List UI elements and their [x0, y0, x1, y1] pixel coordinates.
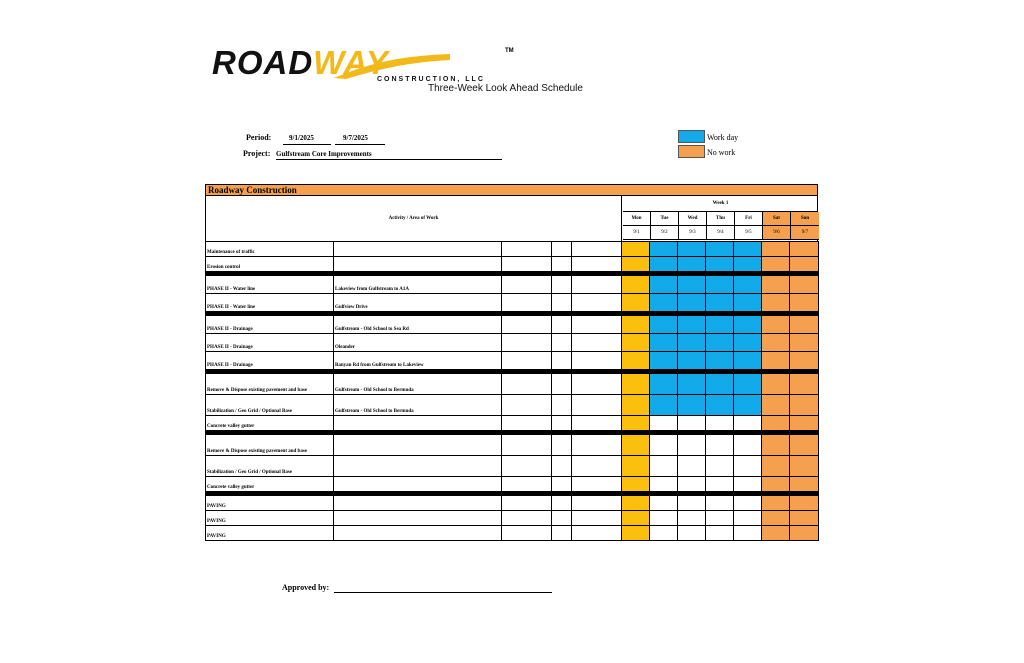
day-cell-sun [790, 526, 819, 541]
blank-cell [552, 257, 572, 272]
day-cell-sat [762, 435, 790, 456]
day-cell-fri [734, 496, 762, 511]
day-cell-fri [734, 334, 762, 352]
day-cell-wed [678, 456, 706, 477]
blank-cell [552, 477, 572, 492]
schedule-table [205, 184, 818, 541]
area-cell: Oleander [334, 334, 502, 352]
table-row [206, 352, 819, 370]
week-label: Week 1 [623, 196, 818, 212]
day-cell-sat [762, 374, 790, 395]
day-cell-sun [790, 374, 819, 395]
blank-cell [502, 435, 552, 456]
day-cell-mon [622, 435, 650, 456]
schedule-header [205, 196, 818, 241]
day-cell-tue [650, 276, 678, 294]
activity-cell: Concrete valley gutter [206, 477, 334, 492]
day-cell-sun [790, 352, 819, 370]
legend-label-work-day: Work day [707, 133, 739, 142]
logo-subtitle: CONSTRUCTION, LLC [377, 76, 485, 83]
date-header-sat: 9/6 [763, 226, 791, 240]
blank-cell [502, 496, 552, 511]
day-cell-fri [734, 511, 762, 526]
day-header-tue: Tue [651, 212, 679, 226]
day-cell-sat [762, 276, 790, 294]
day-header-wed: Wed [679, 212, 707, 226]
activity-cell: Stabilization / Geo Grid / Optional Base [206, 395, 334, 416]
day-cell-sat [762, 316, 790, 334]
activity-cell: PHASE II - Water line [206, 276, 334, 294]
day-cell-mon [622, 276, 650, 294]
table-row [206, 526, 819, 541]
day-cell-sat [762, 456, 790, 477]
blank-cell [552, 435, 572, 456]
table-row [206, 334, 819, 352]
blank-cell [502, 242, 552, 257]
table-row [206, 257, 819, 272]
activity-cell: PHASE II - Drainage [206, 334, 334, 352]
day-cell-fri [734, 276, 762, 294]
blank-cell [572, 276, 622, 294]
table-row [206, 395, 819, 416]
period-start: 9/1/2025 [289, 134, 314, 142]
day-cell-mon [622, 257, 650, 272]
activity-cell: Erosion control [206, 257, 334, 272]
day-cell-mon [622, 456, 650, 477]
activity-cell: Maintenance of traffic [206, 242, 334, 257]
table-row [206, 496, 819, 511]
day-cell-sun [790, 477, 819, 492]
blank-cell [552, 316, 572, 334]
day-header-sun: Sun [791, 212, 819, 226]
approved-by-signature-line [334, 592, 552, 593]
date-header-wed: 9/3 [679, 226, 707, 240]
day-cell-wed [678, 395, 706, 416]
blank-cell [552, 456, 572, 477]
table-row [206, 511, 819, 526]
company-name-bar: Roadway Construction [205, 184, 818, 196]
day-cell-mon [622, 477, 650, 492]
project-label: Project: [243, 149, 271, 158]
day-cell-fri [734, 416, 762, 431]
blank-cell [552, 294, 572, 312]
blank-cell [572, 395, 622, 416]
day-cell-sun [790, 456, 819, 477]
day-cell-thu [706, 526, 734, 541]
day-cell-wed [678, 477, 706, 492]
day-cell-wed [678, 435, 706, 456]
day-cell-sat [762, 242, 790, 257]
area-cell [334, 456, 502, 477]
day-cell-wed [678, 496, 706, 511]
blank-cell [552, 496, 572, 511]
day-cell-wed [678, 276, 706, 294]
day-cell-tue [650, 395, 678, 416]
day-cell-sat [762, 477, 790, 492]
day-cell-sun [790, 334, 819, 352]
blank-cell [502, 276, 552, 294]
area-cell: Gulfview Drive [334, 294, 502, 312]
day-header-sat: Sat [763, 212, 791, 226]
blank-cell [552, 416, 572, 431]
blank-cell [502, 511, 552, 526]
day-cell-thu [706, 395, 734, 416]
day-cell-sat [762, 416, 790, 431]
activity-column-header: Activity / Area of Work [206, 196, 622, 241]
activity-cell: PHASE II - Drainage [206, 316, 334, 334]
day-cell-wed [678, 334, 706, 352]
blank-cell [572, 456, 622, 477]
approved-by-label: Approved by: [282, 583, 330, 592]
area-cell: Banyan Rd from Gulfstream to Lakeview [334, 352, 502, 370]
day-cell-sun [790, 257, 819, 272]
day-cell-tue [650, 257, 678, 272]
day-cell-wed [678, 316, 706, 334]
day-cell-mon [622, 334, 650, 352]
day-cell-sun [790, 242, 819, 257]
day-cell-sun [790, 316, 819, 334]
date-header-tue: 9/2 [651, 226, 679, 240]
blank-cell [572, 242, 622, 257]
table-row [206, 374, 819, 395]
day-cell-tue [650, 316, 678, 334]
day-cell-sat [762, 496, 790, 511]
day-cell-mon [622, 316, 650, 334]
day-cell-tue [650, 511, 678, 526]
table-row [206, 456, 819, 477]
period-label: Period: [246, 133, 272, 142]
area-cell [334, 526, 502, 541]
area-cell [334, 511, 502, 526]
day-cell-sat [762, 334, 790, 352]
blank-cell [502, 294, 552, 312]
day-header-mon: Mon [623, 212, 651, 226]
area-cell: Lakeview from Gulfstream to A1A [334, 276, 502, 294]
day-cell-wed [678, 352, 706, 370]
day-cell-sun [790, 435, 819, 456]
period-start-underline [283, 144, 331, 145]
blank-cell [572, 257, 622, 272]
day-cell-fri [734, 456, 762, 477]
blank-cell [552, 334, 572, 352]
day-cell-mon [622, 526, 650, 541]
day-cell-tue [650, 242, 678, 257]
day-cell-wed [678, 511, 706, 526]
day-cell-tue [650, 416, 678, 431]
day-cell-tue [650, 374, 678, 395]
blank-cell [572, 294, 622, 312]
activity-cell: PHASE II - Drainage [206, 352, 334, 370]
day-cell-sun [790, 294, 819, 312]
day-cell-wed [678, 242, 706, 257]
day-cell-sun [790, 496, 819, 511]
day-cell-thu [706, 294, 734, 312]
date-header-mon: 9/1 [623, 226, 651, 240]
day-cell-thu [706, 416, 734, 431]
day-cell-fri [734, 395, 762, 416]
blank-cell [572, 334, 622, 352]
day-cell-mon [622, 294, 650, 312]
day-cell-tue [650, 496, 678, 511]
blank-cell [502, 257, 552, 272]
day-cell-mon [622, 511, 650, 526]
table-row [206, 242, 819, 257]
logo-way-text: WAY [313, 44, 389, 81]
blank-cell [502, 334, 552, 352]
day-cell-thu [706, 352, 734, 370]
area-cell [334, 242, 502, 257]
logo-wordmark [212, 46, 389, 80]
blank-cell [552, 242, 572, 257]
day-cell-thu [706, 477, 734, 492]
day-cell-fri [734, 257, 762, 272]
day-cell-thu [706, 511, 734, 526]
blank-cell [552, 395, 572, 416]
day-cell-mon [622, 242, 650, 257]
day-cell-fri [734, 374, 762, 395]
legend-swatch-work-day [678, 130, 705, 143]
logo-road-text: ROAD [212, 44, 314, 81]
activity-cell: Remove & Dispose existing pavement and base [206, 435, 334, 456]
blank-cell [572, 477, 622, 492]
day-cell-fri [734, 294, 762, 312]
activity-cell: PAVING [206, 496, 334, 511]
table-row [206, 276, 819, 294]
day-cell-thu [706, 242, 734, 257]
legend-label-no-work: No work [707, 148, 736, 157]
activity-cell: Remove & Dispose existing pavement and base [206, 374, 334, 395]
day-cell-tue [650, 477, 678, 492]
day-cell-thu [706, 496, 734, 511]
day-header-thu: Thu [707, 212, 735, 226]
day-cell-wed [678, 416, 706, 431]
day-cell-wed [678, 374, 706, 395]
area-cell [334, 496, 502, 511]
blank-cell [572, 511, 622, 526]
day-cell-fri [734, 242, 762, 257]
blank-cell [502, 456, 552, 477]
blank-cell [572, 435, 622, 456]
period-end-underline [335, 144, 385, 145]
blank-cell [572, 416, 622, 431]
day-cell-thu [706, 316, 734, 334]
day-cell-mon [622, 374, 650, 395]
day-cell-wed [678, 257, 706, 272]
project-name: Gulfstream Core Improvements [276, 150, 372, 158]
day-cell-thu [706, 435, 734, 456]
day-cell-mon [622, 416, 650, 431]
day-cell-mon [622, 496, 650, 511]
area-cell [334, 257, 502, 272]
day-cell-sat [762, 395, 790, 416]
day-cell-tue [650, 294, 678, 312]
day-cell-sat [762, 257, 790, 272]
period-end: 9/7/2025 [343, 134, 368, 142]
blank-cell [572, 374, 622, 395]
project-underline [276, 159, 502, 160]
day-header-fri: Fri [735, 212, 763, 226]
activity-cell: Concrete valley gutter [206, 416, 334, 431]
blank-cell [502, 316, 552, 334]
day-cell-sat [762, 294, 790, 312]
activity-cell: PHASE II - Water line [206, 294, 334, 312]
blank-cell [552, 374, 572, 395]
document-title: Three-Week Look Ahead Schedule [428, 83, 583, 94]
blank-cell [552, 526, 572, 541]
legend-swatch-no-work [678, 145, 705, 158]
blank-cell [502, 395, 552, 416]
blank-cell [502, 526, 552, 541]
activity-cell: Stabilization / Geo Grid / Optional Base [206, 456, 334, 477]
blank-cell [552, 352, 572, 370]
day-cell-fri [734, 316, 762, 334]
blank-cell [552, 511, 572, 526]
day-cell-thu [706, 334, 734, 352]
day-cell-mon [622, 395, 650, 416]
day-cell-sat [762, 352, 790, 370]
blank-cell [572, 352, 622, 370]
blank-cell [572, 526, 622, 541]
day-cell-thu [706, 374, 734, 395]
table-row [206, 477, 819, 492]
company-logo [212, 46, 522, 84]
area-cell [334, 477, 502, 492]
activity-cell: PAVING [206, 511, 334, 526]
day-cell-fri [734, 435, 762, 456]
table-row [206, 294, 819, 312]
area-cell [334, 416, 502, 431]
table-row [206, 435, 819, 456]
activity-cell: PAVING [206, 526, 334, 541]
table-row [206, 416, 819, 431]
day-cell-tue [650, 352, 678, 370]
day-cell-thu [706, 456, 734, 477]
area-cell [334, 435, 502, 456]
blank-cell [502, 477, 552, 492]
day-cell-sun [790, 395, 819, 416]
day-cell-tue [650, 435, 678, 456]
day-cell-sun [790, 511, 819, 526]
date-header-sun: 9/7 [791, 226, 819, 240]
day-cell-sat [762, 511, 790, 526]
day-cell-mon [622, 352, 650, 370]
day-cell-sat [762, 526, 790, 541]
blank-cell [572, 496, 622, 511]
day-cell-sun [790, 416, 819, 431]
area-cell: Gulfstream - Old School to Bermuda [334, 395, 502, 416]
day-cell-tue [650, 526, 678, 541]
day-cell-wed [678, 294, 706, 312]
area-cell: Gulfstream - Old School to Bermuda [334, 374, 502, 395]
day-cell-sun [790, 276, 819, 294]
blank-cell [572, 316, 622, 334]
date-header-thu: 9/4 [707, 226, 735, 240]
blank-cell [552, 276, 572, 294]
area-cell: Gulfstream - Old School to Sea Rd [334, 316, 502, 334]
day-cell-thu [706, 257, 734, 272]
day-cell-wed [678, 526, 706, 541]
table-row [206, 316, 819, 334]
day-cell-tue [650, 456, 678, 477]
day-cell-fri [734, 526, 762, 541]
day-cell-tue [650, 334, 678, 352]
day-cell-fri [734, 352, 762, 370]
blank-cell [502, 352, 552, 370]
schedule-grid [205, 241, 819, 541]
date-header-fri: 9/5 [735, 226, 763, 240]
trademark-mark: TM [505, 48, 514, 54]
blank-cell [502, 416, 552, 431]
day-cell-fri [734, 477, 762, 492]
day-cell-thu [706, 276, 734, 294]
blank-cell [502, 374, 552, 395]
